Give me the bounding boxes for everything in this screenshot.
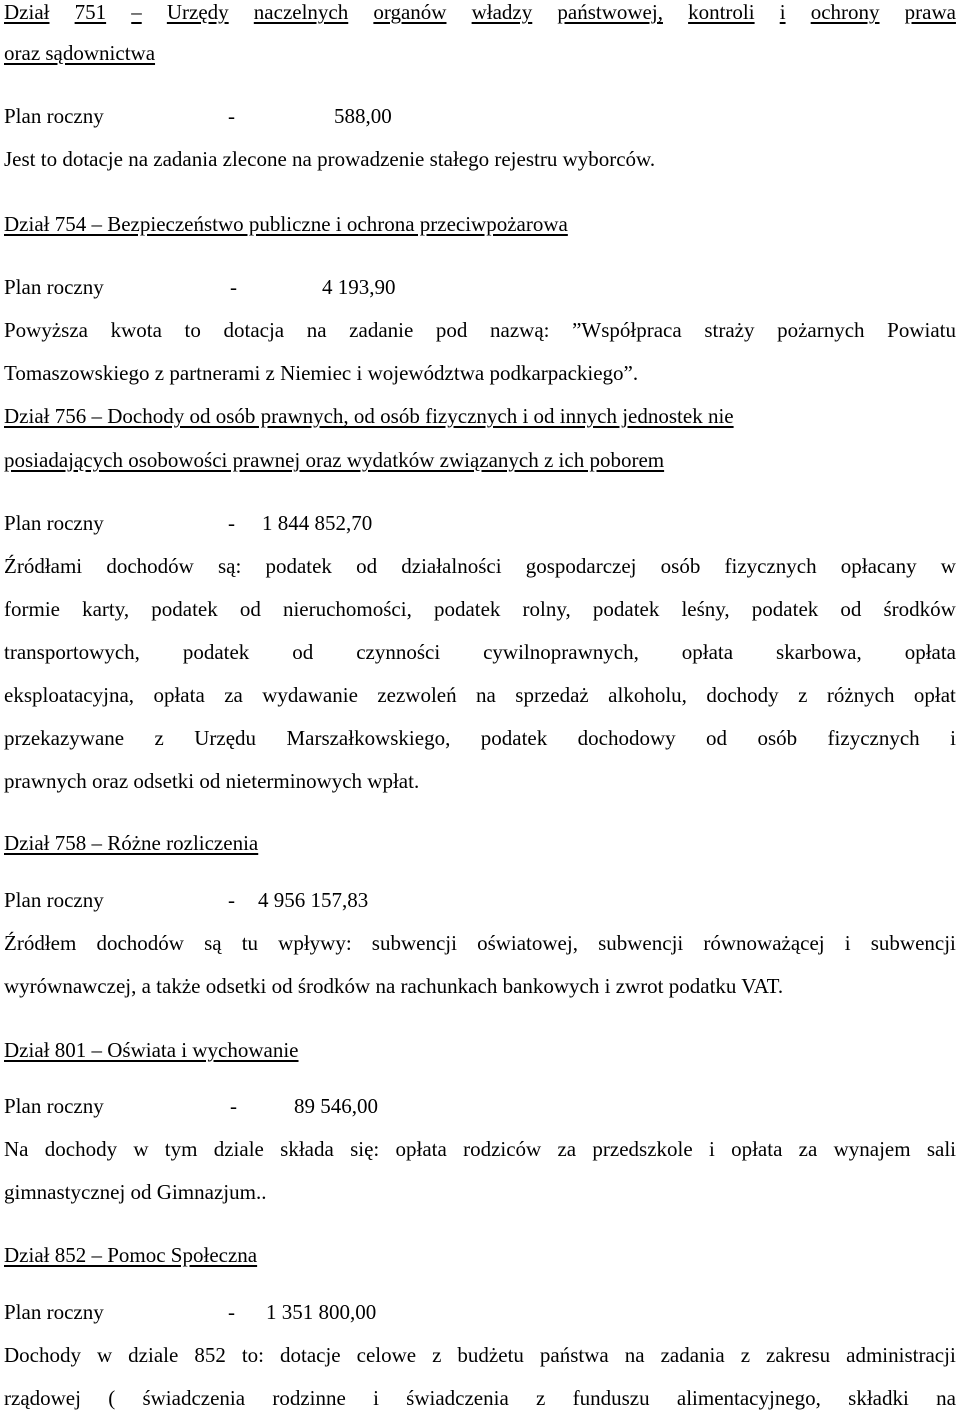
plan-label: Plan roczny — [4, 1300, 104, 1324]
body-line: transportowych, podatek od czynności cywilnoprawnych, opłata skarbowa, opłata — [4, 640, 956, 664]
section-852-body — [4, 1343, 956, 1368]
section-756-body-l5 — [4, 726, 956, 751]
plan-amount: 4 956 157,83 — [258, 888, 369, 912]
body-line: Dochody w dziale 852 to: dotacje celowe z budżetu państwa na zadania z zakresu administracji — [4, 1343, 956, 1367]
section-756-body — [4, 554, 956, 579]
section-758-body-cont — [4, 974, 956, 999]
body-line: Na dochody w tym dziale składa się: opłata rodziców za przedszkole i opłata za wynajem sali — [4, 1137, 956, 1161]
section-852-body-cont — [4, 1386, 956, 1411]
body-line: eksploatacyjna, opłata za wydawanie zezwoleń na sprzedaż alkoholu, dochody z różnych opłat — [4, 683, 956, 707]
section-756-body-l2 — [4, 597, 956, 622]
body-line: Powyższa kwota to dotacja na zadanie pod nazwą: ”Współpraca straży pożarnych Powiatu — [4, 318, 956, 342]
plan-label: Plan roczny — [4, 104, 104, 128]
plan-dash: - — [228, 1300, 235, 1324]
body-line: przekazywane z Urzędu Marszałkowskiego, podatek dochodowy od osób fizycznych i — [4, 726, 956, 750]
plan-dash: - — [228, 888, 235, 912]
body-line: formie karty, podatek od nieruchomości, podatek rolny, podatek leśny, podatek od środków — [4, 597, 956, 621]
heading-line: Dział 751 – Urzędy naczelnych organów władzy państwowej, kontroli i ochrony prawa — [4, 0, 956, 24]
body-line: prawnych oraz odsetki od nieterminowych wpłat. — [4, 769, 420, 793]
section-852-heading — [4, 1243, 956, 1268]
body-line: gimnastycznej od Gimnazjum.. — [4, 1180, 267, 1204]
section-852-plan — [4, 1300, 956, 1325]
body-line: rządowej ( świadczenia rodzinne i świadczenia z funduszu alimentacyjnego, składki na — [4, 1386, 956, 1410]
plan-label: Plan roczny — [4, 1094, 104, 1118]
section-758-plan — [4, 888, 956, 913]
body-line: Źródłem dochodów są tu wpływy: subwencji oświatowej, subwencji równoważącej i subwencji — [4, 931, 956, 955]
section-756-heading — [4, 404, 956, 429]
section-754-body — [4, 318, 956, 343]
heading-line: Dział 754 – Bezpieczeństwo publiczne i ochrona przeciwpożarowa — [4, 212, 568, 236]
heading-line: Dział 758 – Różne rozliczenia — [4, 831, 259, 855]
section-756-heading-cont — [4, 448, 956, 473]
plan-amount: 1 351 800,00 — [266, 1300, 377, 1324]
heading-line: Dział 801 – Oświata i wychowanie — [4, 1038, 299, 1062]
plan-amount: 588,00 — [334, 104, 392, 128]
plan-label: Plan roczny — [4, 275, 104, 299]
section-756-body-l4 — [4, 683, 956, 708]
heading-line: posiadających osobowości prawnej oraz wydatków związanych z ich poborem — [4, 448, 665, 472]
section-754-body-cont — [4, 361, 956, 386]
section-756-body-l3 — [4, 640, 956, 665]
section-751-heading — [4, 0, 956, 25]
section-756-plan — [4, 511, 956, 536]
plan-amount: 1 844 852,70 — [262, 511, 373, 535]
plan-amount: 89 546,00 — [294, 1094, 378, 1118]
section-758-body — [4, 931, 956, 956]
section-751-heading-cont — [4, 41, 956, 66]
section-751-plan — [4, 104, 956, 129]
body-line: Jest to dotacje na zadania zlecone na prowadzenie stałego rejestru wyborców. — [4, 147, 656, 171]
section-758-heading — [4, 831, 956, 856]
body-line: Źródłami dochodów są: podatek od działalności gospodarczej osób fizycznych opłacany w — [4, 554, 956, 578]
body-line: Tomaszowskiego z partnerami z Niemiec i województwa podkarpackiego”. — [4, 361, 639, 385]
heading-line: oraz sądownictwa — [4, 41, 156, 65]
heading-line: Dział 756 – Dochody od osób prawnych, od osób fizycznych i od innych jednostek nie — [4, 404, 734, 428]
body-line: wyrównawczej, a także odsetki od środków na rachunkach bankowych i zwrot podatku VAT. — [4, 974, 784, 998]
section-751-body — [4, 147, 956, 172]
plan-dash: - — [228, 511, 235, 535]
section-754-heading — [4, 212, 956, 237]
plan-label: Plan roczny — [4, 888, 104, 912]
heading-line: Dział 852 – Pomoc Społeczna — [4, 1243, 258, 1267]
plan-dash: - — [230, 1094, 237, 1118]
section-754-plan — [4, 275, 956, 300]
plan-dash: - — [230, 275, 237, 299]
section-756-body-l6 — [4, 769, 956, 794]
plan-dash: - — [228, 104, 235, 128]
section-801-heading — [4, 1038, 956, 1063]
plan-amount: 4 193,90 — [322, 275, 396, 299]
section-801-plan — [4, 1094, 956, 1119]
plan-label: Plan roczny — [4, 511, 104, 535]
section-801-body-cont — [4, 1180, 956, 1205]
section-801-body — [4, 1137, 956, 1162]
